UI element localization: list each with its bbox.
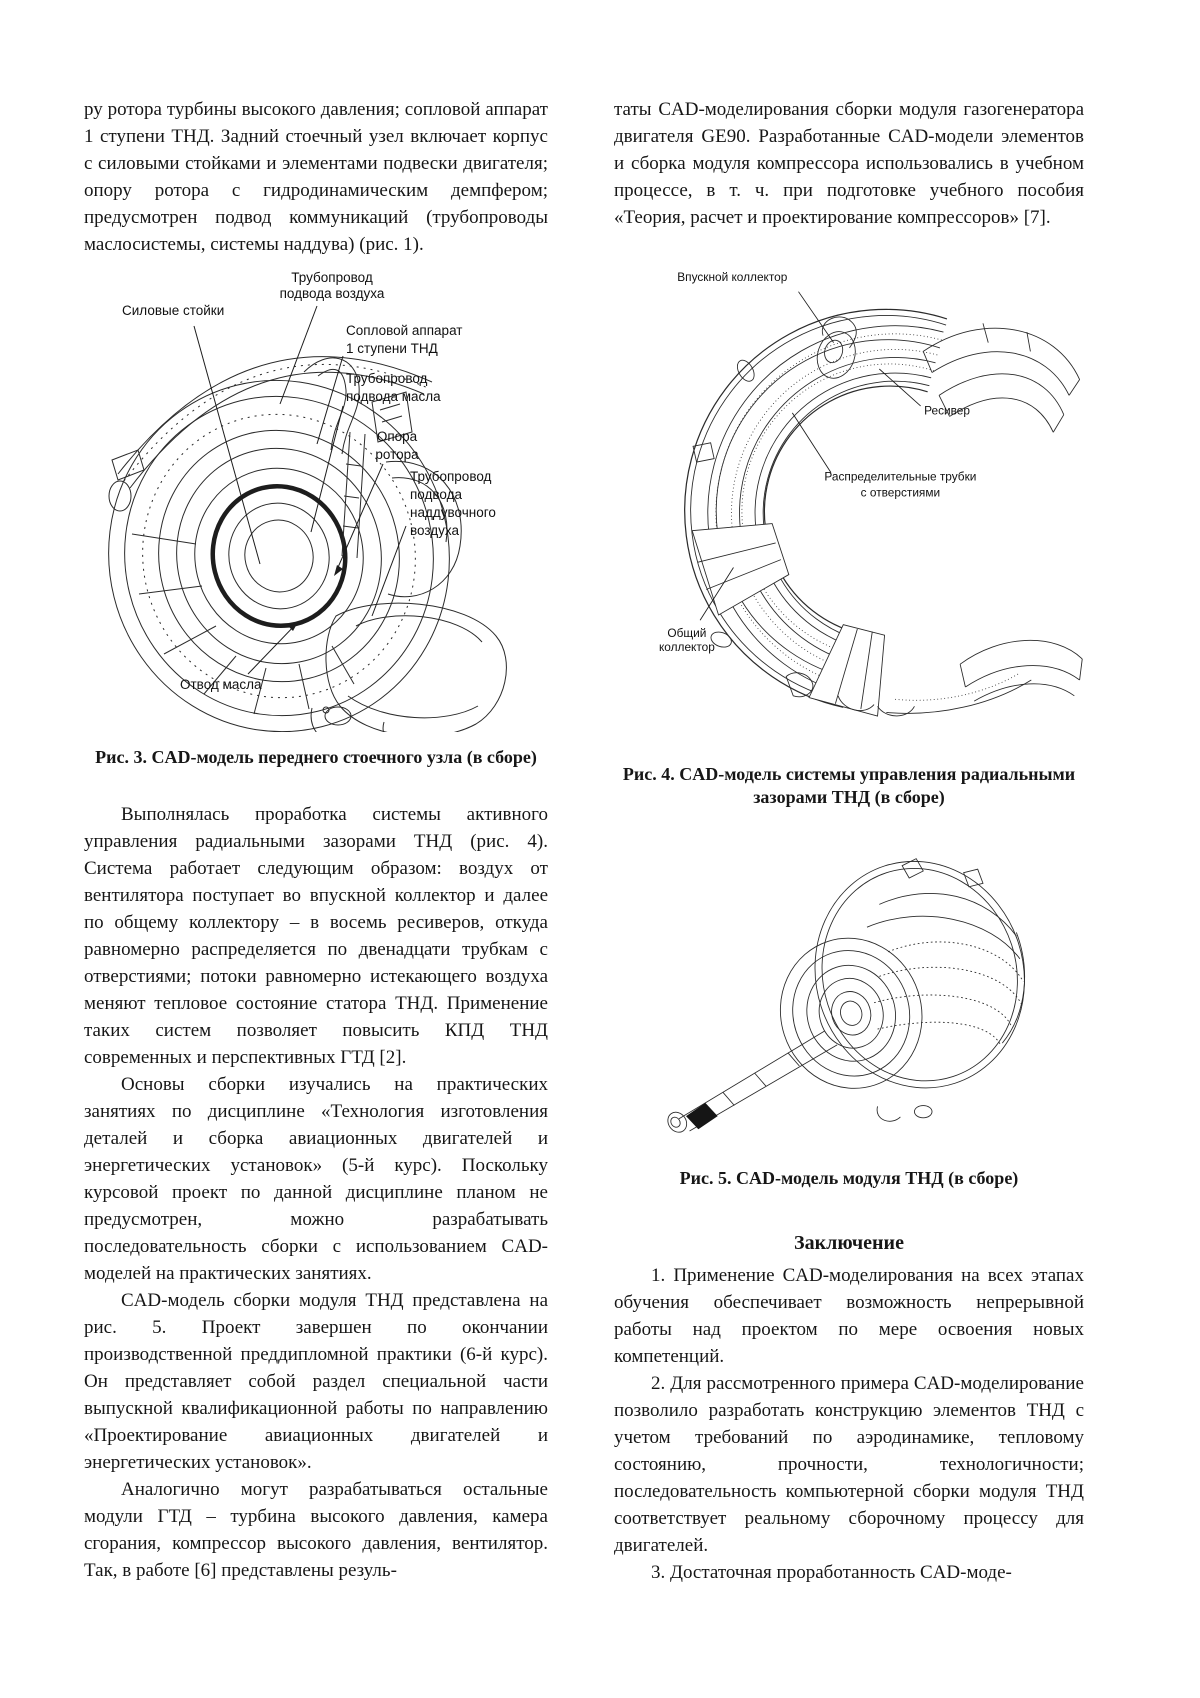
figure-4-caption-line2: зазорами ТНД (в сборе) <box>753 787 945 807</box>
conclusion-item-2: 2. Для рассмотренного примера CAD-моделирование позволило разработать конструкцию элементов ТНД с учетом требований по аэродинамике, тепловому состоянию, прочности, технологичности; последовательность компьютерной сборки модуля ТНД соответствует реальному сборочному процессу для двигателей. <box>614 1373 1084 1556</box>
fig3-label-boost-air-3: наддувочного <box>410 505 496 520</box>
paragraph: CAD-модель сборки модуля ТНД представлена на рис. 5. Проект завершен по окончании производственной преддипломной практики (6-й курс). Он представляет собой раздел специальной части выпускной квалификационной работы по направлению «Проектирование авиационных двигателей и энергетических установок». <box>84 1290 548 1473</box>
paragraph-continuation: ру ротора турбины высокого давления; сопловой аппарат 1 ступени ТНД. Задний стоечный узел включает корпус с силовыми стойками и элементами подвески двигателя; опору ротора с гидродинамическим демпфером; предусмотрен подвод коммуникаций (трубопроводы маслосистемы, системы наддува) (рис. 1). <box>84 99 548 255</box>
fig3-label-oil-drain: Отвод масла <box>180 677 262 692</box>
fig3-label-nozzle-2: 1 ступени ТНД <box>346 341 438 356</box>
fig4-label-receiver: Ресивер <box>924 403 970 418</box>
figure-3-cad-drawing <box>84 264 548 732</box>
fig3-label-boost-air-2: подвода <box>410 487 463 502</box>
fig3-label-struts: Силовые стойки <box>122 303 225 318</box>
figure-3-line-art <box>84 264 548 732</box>
fig3-label-oil-pipe-2: подвода масла <box>346 389 441 404</box>
conclusion-item-1: 1. Применение CAD-моделирования на всех этапах обучения обеспечивает возможность непрерывной работы над проектом по мере освоения новых компетенций. <box>614 1265 1084 1367</box>
fig4-label-common-collector: Общий <box>667 625 707 640</box>
figure-4-caption <box>614 763 1084 809</box>
fig4-label-distribution-tubes-2: с отверстиями <box>860 485 941 500</box>
paragraph-continuation: таты CAD-моделирования сборки модуля газогенератора двигателя GE90. Разработанные CAD-модели элементов и сборка модуля компрессора использовались в учебном процессе, в т. ч. при подготовке учебного пособия «Теория, расчет и проектирование компрессоров» [7]. <box>614 99 1084 228</box>
figure-4-line-art <box>614 238 1084 753</box>
fig3-label-boost-air: Трубопровод <box>410 469 492 484</box>
fig3-label-nozzle: Сопловой аппарат <box>346 323 463 338</box>
left-column <box>84 96 548 1584</box>
fig3-label-boost-air-4: воздуха <box>410 523 460 538</box>
fig3-label-rotor-support-2: ротора <box>375 447 419 462</box>
figure-5-cad-drawing <box>614 825 1084 1155</box>
conclusion-item-3: 3. Достаточная проработанность CAD-моде- <box>651 1562 1012 1583</box>
figure-5-caption: Рис. 5. CAD-модель модуля ТНД (в сборе) <box>679 1168 1019 1188</box>
fig4-label-inlet-collector: Впускной коллектор <box>677 270 788 285</box>
fig3-label-oil-pipe: Трубопровод <box>346 371 428 386</box>
figure-5-line-art <box>614 825 1084 1155</box>
conclusion-heading: Заключение <box>794 1232 904 1254</box>
fig3-label-air-pipe-2: подвода воздуха <box>279 286 385 301</box>
figure-3-caption: Рис. 3. CAD-модель переднего стоечного узла (в сборе) <box>95 747 537 767</box>
fig3-label-rotor-support: Опора <box>376 429 418 444</box>
fig4-label-common-collector-2: коллектор <box>658 639 715 654</box>
right-column <box>614 96 1084 1586</box>
fig3-label-air-pipe: Трубопровод <box>291 270 373 285</box>
fig4-label-distribution-tubes: Распределительные трубки <box>824 469 977 484</box>
paragraph: Выполнялась проработка системы активного управления радиальными зазорами ТНД (рис. 4). Система работает следующим образом: воздух от вентилятора поступает во впускной коллектор и далее по общему коллектору – в восемь ресиверов, откуда равномерно распределяется по двенадцати трубкам с отверстиями; потоки равномерно истекающего воздуха меняют тепловое состояние статора ТНД. Применение таких систем позволяет повысить КПД ТНД современных и перспективных ГТД [2]. <box>84 804 548 1068</box>
figure-4-cad-drawing <box>614 238 1084 753</box>
figure-4-caption-line1: Рис. 4. CAD-модель системы управления радиальными <box>622 764 1076 784</box>
paragraph: Аналогично могут разрабатываться остальные модули ГТД – турбина высокого давления, камера сгорания, компрессор высокого давления, вентилятор. Так, в работе [6] представлены резуль- <box>84 1479 548 1581</box>
paragraph: Основы сборки изучались на практических занятиях по дисциплине «Технология изготовления деталей и сборка авиационных двигателей и энергетических установок» (5-й курс). Поскольку курсовой проект по данной дисциплине планом не предусмотрен, можно разрабатывать последовательность сборки с использованием CAD-моделей на практических занятиях. <box>84 1074 548 1284</box>
